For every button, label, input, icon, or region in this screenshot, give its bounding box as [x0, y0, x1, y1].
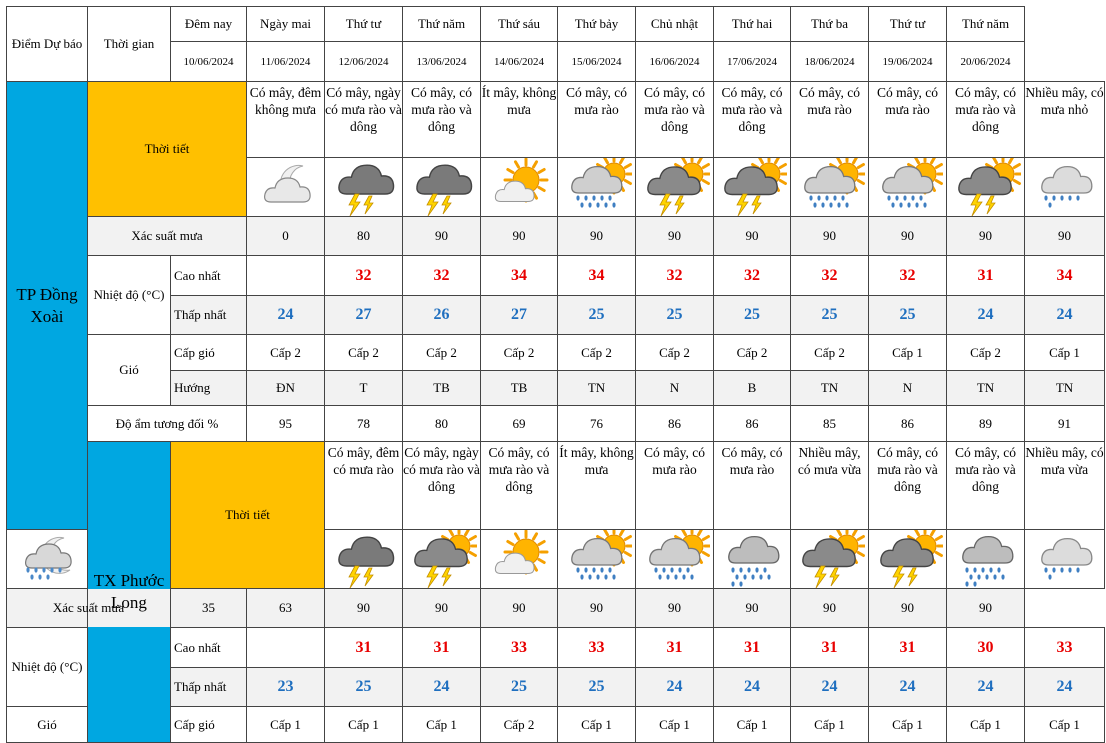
- rain-prob-value: 90: [714, 217, 791, 256]
- humidity-value: 95: [247, 406, 325, 442]
- humidity-value: 85: [791, 406, 869, 442]
- wind-dir-value: TN: [558, 371, 636, 406]
- humidity-label: Độ ẩm tương đối %: [88, 406, 247, 442]
- rain-prob-value: 90: [714, 589, 791, 628]
- temp-max-value: 34: [1025, 256, 1105, 296]
- weather-icon-cell: [1025, 158, 1105, 217]
- rain-prob-value: 0: [247, 217, 325, 256]
- header-day: Thứ năm: [403, 7, 481, 42]
- rain-prob-label: Xác suất mưa: [88, 217, 247, 256]
- header-day: Thứ bảy: [558, 7, 636, 42]
- humidity-value: 69: [481, 406, 558, 442]
- rain-sun-icon: [562, 530, 632, 588]
- wind-label: Gió: [7, 707, 88, 743]
- storm-sun-icon: [640, 158, 710, 216]
- temp-min-value: 24: [247, 296, 325, 335]
- header-day: Ngày mai: [247, 7, 325, 42]
- weather-icon-cell: [947, 158, 1025, 217]
- temp-max-value: [247, 628, 325, 668]
- temp-max-value: 32: [403, 256, 481, 296]
- rain-icon: [717, 530, 787, 588]
- humidity-value: 86: [636, 406, 714, 442]
- wind-dir-value: B: [714, 371, 791, 406]
- header-date: 16/06/2024: [636, 42, 714, 82]
- wind-level-value: Cấp 1: [791, 707, 869, 743]
- wind-level-value: Cấp 1: [869, 707, 947, 743]
- temp-min-value: 23: [247, 668, 325, 707]
- wind-level-value: Cấp 1: [714, 707, 791, 743]
- temp-max-value: 33: [1025, 628, 1105, 668]
- weather-description: Có mây, có mưa rào và dông: [947, 82, 1025, 158]
- weather-icon-cell: [791, 530, 869, 589]
- temp-max-value: 31: [403, 628, 481, 668]
- wind-level-value: Cấp 1: [325, 707, 403, 743]
- weather-label: Thời tiết: [88, 82, 247, 217]
- temp-max-value: 32: [636, 256, 714, 296]
- temp-min-value: 27: [325, 296, 403, 335]
- temp-min-value: 24: [1025, 668, 1105, 707]
- wind-level-value: Cấp 2: [791, 335, 869, 371]
- rain-prob-value: 90: [558, 217, 636, 256]
- wind-dir-value: TN: [791, 371, 869, 406]
- humidity-value: 78: [325, 406, 403, 442]
- wind-level-value: Cấp 1: [558, 707, 636, 743]
- humidity-value: 86: [869, 406, 947, 442]
- forecast-table: [6, 6, 1105, 743]
- weather-description: Có mây, ngày có mưa rào và dông: [325, 82, 403, 158]
- weather-icon-cell: [325, 530, 403, 589]
- weather-icon-cell: [714, 530, 791, 589]
- storm-icon: [407, 158, 477, 216]
- wind-dir-value: TB: [481, 371, 558, 406]
- header-day: Thứ tư: [869, 7, 947, 42]
- wind-label: Gió: [88, 335, 171, 406]
- header-date: 15/06/2024: [558, 42, 636, 82]
- rain-prob-value: 90: [636, 589, 714, 628]
- temp-min-value: 25: [636, 296, 714, 335]
- temp-min-value: 24: [791, 668, 869, 707]
- weather-icon-cell: [947, 530, 1025, 589]
- header-date: 18/06/2024: [791, 42, 869, 82]
- header-time: Thời gian: [88, 7, 171, 82]
- weather-icon-cell: [869, 530, 947, 589]
- wind-dir-value: N: [869, 371, 947, 406]
- weather-icon-cell: [636, 530, 714, 589]
- rain-sun-icon: [562, 158, 632, 216]
- temp-max-value: 31: [636, 628, 714, 668]
- wind-level-value: Cấp 2: [558, 335, 636, 371]
- wind-dir-value: T: [325, 371, 403, 406]
- temp-max-value: 31: [325, 628, 403, 668]
- rain-prob-value: 35: [171, 589, 247, 628]
- rain-prob-value: 90: [1025, 217, 1105, 256]
- moon-cloud-icon: [251, 158, 321, 216]
- header-date: 19/06/2024: [869, 42, 947, 82]
- rain-prob-value: 90: [636, 217, 714, 256]
- weather-description: Có mây, có mưa rào và dông: [403, 82, 481, 158]
- weather-description: Có mây, ngày có mưa rào và dông: [403, 442, 481, 530]
- weather-icon-cell: [1025, 530, 1105, 589]
- wind-level-value: Cấp 2: [481, 335, 558, 371]
- weather-icon-cell: [558, 158, 636, 217]
- rain-prob-value: 90: [869, 217, 947, 256]
- light-rain-icon: [1030, 530, 1100, 588]
- temp-max-label: Cao nhất: [171, 628, 247, 668]
- weather-description: Ít mây, không mưa: [481, 82, 558, 158]
- rain-prob-value: 90: [403, 217, 481, 256]
- location-name: TP Đồng Xoài: [7, 82, 88, 530]
- temp-label: Nhiệt độ (°C): [7, 628, 88, 707]
- weather-icon-cell: [403, 158, 481, 217]
- weather-icon-cell: [714, 158, 791, 217]
- weather-description: Nhiều mây, có mưa vừa: [1025, 442, 1105, 530]
- header-day: Thứ hai: [714, 7, 791, 42]
- weather-description: Có mây, có mưa rào và dông: [481, 442, 558, 530]
- rain-prob-value: 90: [947, 589, 1025, 628]
- temp-max-value: 32: [325, 256, 403, 296]
- wind-level-value: Cấp 2: [636, 335, 714, 371]
- rain-prob-value: 90: [947, 217, 1025, 256]
- humidity-value: 76: [558, 406, 636, 442]
- wind-level-value: Cấp 2: [247, 335, 325, 371]
- temp-max-value: [247, 256, 325, 296]
- storm-icon: [329, 158, 399, 216]
- rain-prob-value: 90: [325, 589, 403, 628]
- weather-icon-cell: [481, 530, 558, 589]
- storm-sun-icon: [951, 158, 1021, 216]
- weather-description: Có mây, có mưa rào và dông: [869, 442, 947, 530]
- weather-description: Có mây, có mưa rào và dông: [947, 442, 1025, 530]
- weather-description: Có mây, có mưa rào: [558, 82, 636, 158]
- weather-description: Nhiều mây, có mưa vừa: [791, 442, 869, 530]
- storm-sun-icon: [795, 530, 865, 588]
- wind-level-value: Cấp 2: [714, 335, 791, 371]
- weather-description: Có mây, có mưa rào và dông: [714, 82, 791, 158]
- temp-label: Nhiệt độ (°C): [88, 256, 171, 335]
- temp-min-value: 25: [481, 668, 558, 707]
- wind-dir-value: TN: [1025, 371, 1105, 406]
- temp-min-label: Thấp nhất: [171, 668, 247, 707]
- wind-dir-value: TN: [947, 371, 1025, 406]
- sun-cloud-icon: [484, 158, 554, 216]
- header-day: Thứ ba: [791, 7, 869, 42]
- header-date: 12/06/2024: [325, 42, 403, 82]
- temp-min-value: 24: [403, 668, 481, 707]
- weather-description: Có mây, có mưa rào và dông: [636, 82, 714, 158]
- wind-dir-label: Hướng: [171, 371, 247, 406]
- weather-description: Có mây, có mưa rào: [636, 442, 714, 530]
- weather-icon-cell: [481, 158, 558, 217]
- location-name: TX Phước Long: [88, 442, 171, 743]
- rain-prob-value: 90: [403, 589, 481, 628]
- rain-sun-icon: [795, 158, 865, 216]
- rain-prob-value: 63: [247, 589, 325, 628]
- header-day: Thứ năm: [947, 7, 1025, 42]
- weather-description: Có mây, đêm có mưa rào: [325, 442, 403, 530]
- rain-prob-value: 90: [869, 589, 947, 628]
- header-date: 13/06/2024: [403, 42, 481, 82]
- temp-min-value: 25: [558, 296, 636, 335]
- humidity-value: 91: [1025, 406, 1105, 442]
- rain-sun-icon: [640, 530, 710, 588]
- temp-min-value: 24: [636, 668, 714, 707]
- temp-min-value: 25: [558, 668, 636, 707]
- temp-max-value: 32: [791, 256, 869, 296]
- header-date: 20/06/2024: [947, 42, 1025, 82]
- rain-prob-value: 90: [791, 589, 869, 628]
- storm-sun-icon: [873, 530, 943, 588]
- temp-max-value: 32: [714, 256, 791, 296]
- wind-level-value: Cấp 1: [1025, 335, 1105, 371]
- temp-max-value: 31: [791, 628, 869, 668]
- temp-max-label: Cao nhất: [171, 256, 247, 296]
- temp-max-value: 33: [558, 628, 636, 668]
- temp-min-label: Thấp nhất: [171, 296, 247, 335]
- humidity-value: 86: [714, 406, 791, 442]
- wind-level-value: Cấp 2: [325, 335, 403, 371]
- wind-dir-value: N: [636, 371, 714, 406]
- temp-min-value: 24: [947, 668, 1025, 707]
- temp-max-value: 31: [869, 628, 947, 668]
- rain-icon: [951, 530, 1021, 588]
- rain-prob-value: 90: [558, 589, 636, 628]
- header-date: 11/06/2024: [247, 42, 325, 82]
- wind-level-value: Cấp 1: [247, 707, 325, 743]
- wind-dir-value: ĐN: [247, 371, 325, 406]
- temp-max-value: 34: [558, 256, 636, 296]
- wind-level-value: Cấp 1: [947, 707, 1025, 743]
- wind-level-value: Cấp 2: [481, 707, 558, 743]
- rain-prob-value: 80: [325, 217, 403, 256]
- storm-sun-icon: [717, 158, 787, 216]
- wind-dir-value: TB: [403, 371, 481, 406]
- weather-description: Nhiều mây, có mưa nhỏ: [1025, 82, 1105, 158]
- temp-min-value: 25: [714, 296, 791, 335]
- wind-level-value: Cấp 2: [947, 335, 1025, 371]
- header-date: 17/06/2024: [714, 42, 791, 82]
- humidity-value: 89: [947, 406, 1025, 442]
- weather-icon-cell: [325, 158, 403, 217]
- temp-max-value: 34: [481, 256, 558, 296]
- header-date: 10/06/2024: [171, 42, 247, 82]
- rain-sun-icon: [873, 158, 943, 216]
- temp-min-value: 24: [869, 668, 947, 707]
- weather-description: Có mây, có mưa rào: [791, 82, 869, 158]
- temp-min-value: 24: [947, 296, 1025, 335]
- temp-min-value: 25: [869, 296, 947, 335]
- wind-level-label: Cấp gió: [171, 335, 247, 371]
- weather-label: Thời tiết: [171, 442, 325, 589]
- rain-prob-value: 90: [481, 217, 558, 256]
- header-location: Điểm Dự báo: [7, 7, 88, 82]
- header-date: 14/06/2024: [481, 42, 558, 82]
- temp-min-value: 24: [714, 668, 791, 707]
- temp-max-value: 32: [869, 256, 947, 296]
- temp-max-value: 33: [481, 628, 558, 668]
- temp-min-value: 24: [1025, 296, 1105, 335]
- weather-description: Có mây, có mưa rào: [714, 442, 791, 530]
- wind-level-value: Cấp 1: [403, 707, 481, 743]
- rain-prob-label: Xác suất mưa: [7, 589, 171, 628]
- temp-max-value: 31: [947, 256, 1025, 296]
- weather-icon-cell: [636, 158, 714, 217]
- temp-min-value: 27: [481, 296, 558, 335]
- temp-max-value: 31: [714, 628, 791, 668]
- weather-icon-cell: [791, 158, 869, 217]
- light-rain-icon: [1030, 158, 1100, 216]
- humidity-value: 80: [403, 406, 481, 442]
- wind-level-label: Cấp gió: [171, 707, 247, 743]
- temp-min-value: 26: [403, 296, 481, 335]
- wind-level-value: Cấp 2: [403, 335, 481, 371]
- weather-icon-cell: [247, 158, 325, 217]
- weather-icon-cell: [558, 530, 636, 589]
- moon-rain-icon: [12, 530, 82, 588]
- header-day: Chủ nhật: [636, 7, 714, 42]
- weather-icon-cell: [403, 530, 481, 589]
- header-day: Thứ tư: [325, 7, 403, 42]
- header-day: Đêm nay: [171, 7, 247, 42]
- temp-min-value: 25: [791, 296, 869, 335]
- rain-prob-value: 90: [481, 589, 558, 628]
- wind-level-value: Cấp 1: [1025, 707, 1105, 743]
- weather-icon-cell: [7, 530, 88, 589]
- temp-min-value: 25: [325, 668, 403, 707]
- weather-description: Có mây, đêm không mưa: [247, 82, 325, 158]
- weather-description: Ít mây, không mưa: [558, 442, 636, 530]
- weather-icon-cell: [869, 158, 947, 217]
- weather-description: Có mây, có mưa rào: [869, 82, 947, 158]
- header-day: Thứ sáu: [481, 7, 558, 42]
- temp-max-value: 30: [947, 628, 1025, 668]
- storm-icon: [329, 530, 399, 588]
- storm-sun-icon: [407, 530, 477, 588]
- rain-prob-value: 90: [791, 217, 869, 256]
- wind-level-value: Cấp 1: [869, 335, 947, 371]
- wind-level-value: Cấp 1: [636, 707, 714, 743]
- sun-cloud-icon: [484, 530, 554, 588]
